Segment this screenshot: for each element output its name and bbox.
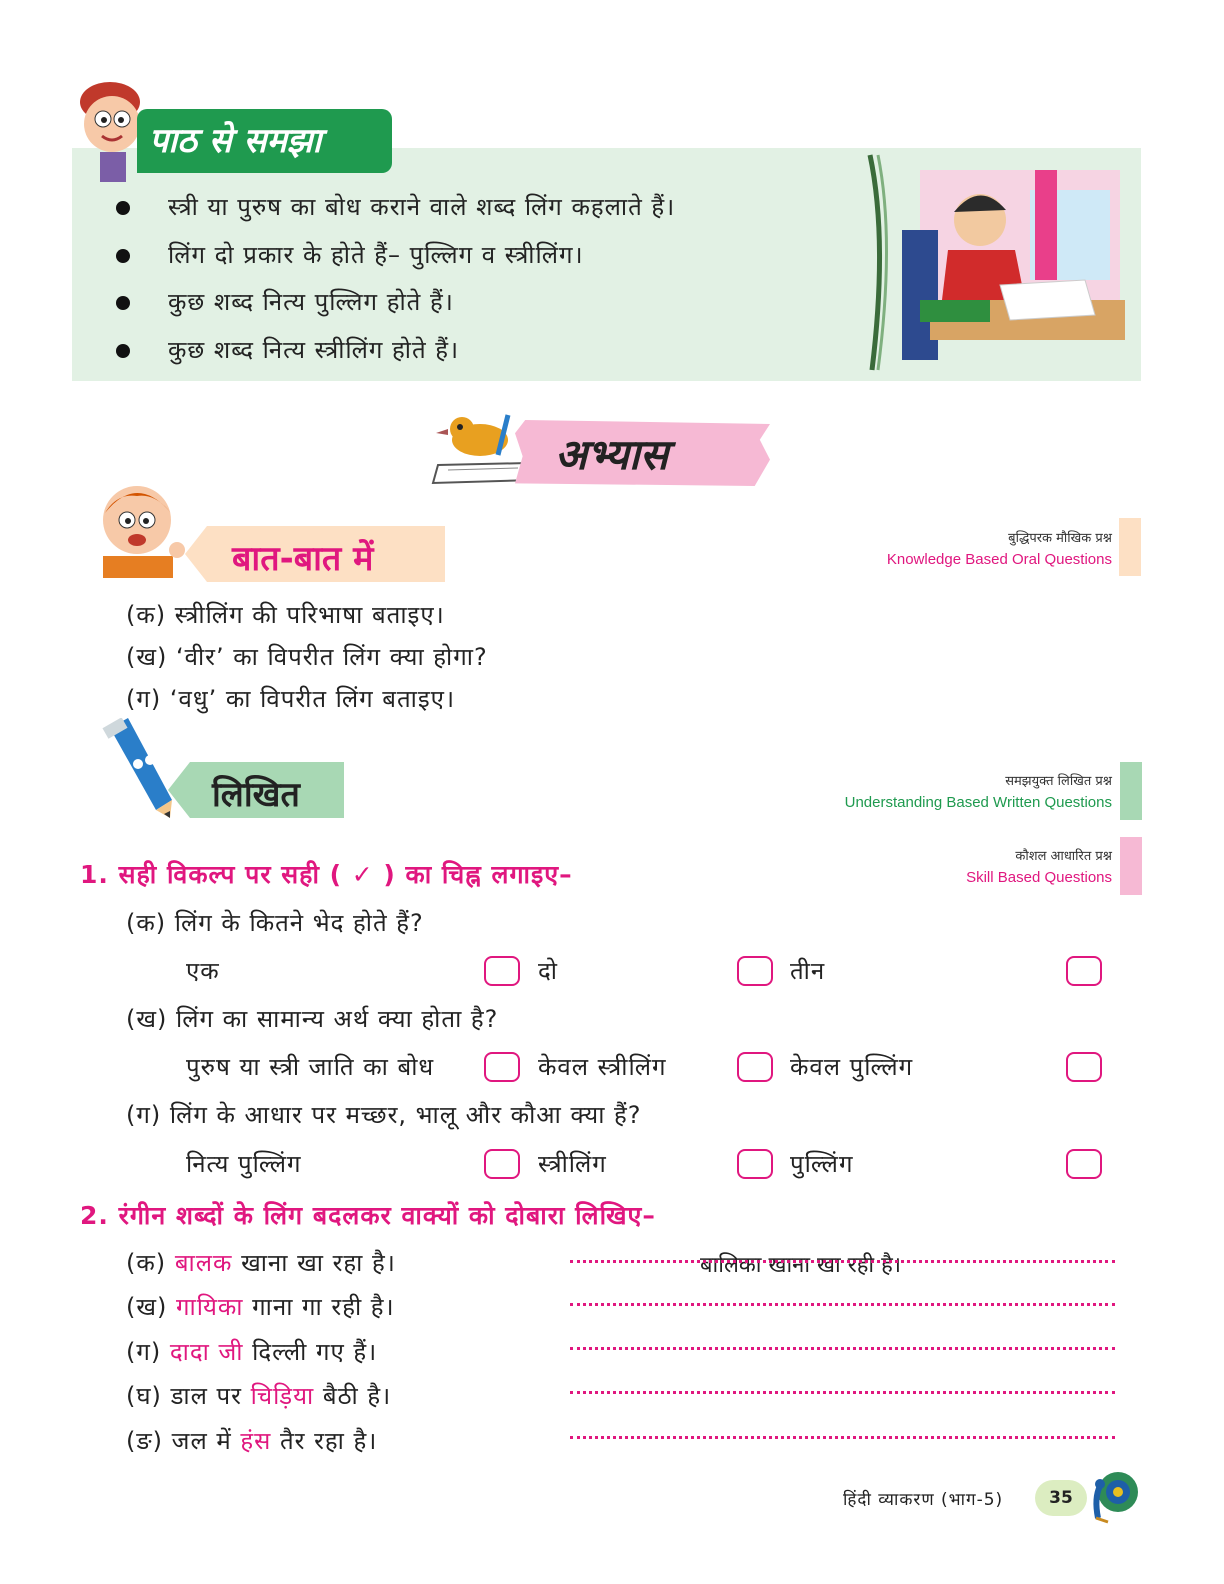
q2-sentence: (ङ) जल में हंस तैर रहा है। <box>126 1427 378 1455</box>
oral-tag-bar <box>1119 518 1141 576</box>
q2-sentence: (ख) गायिका गाना गा रही है। <box>126 1293 395 1321</box>
waving-boy-illustration <box>95 478 190 578</box>
q2-sentence: (घ) डाल पर चिड़िया बैठी है। <box>126 1382 392 1410</box>
q1c-checkbox-2[interactable] <box>737 1149 773 1179</box>
skill-tag-bar <box>1120 837 1142 895</box>
q1a-checkbox-2[interactable] <box>737 956 773 986</box>
written-tag-english: Understanding Based Written Questions <box>844 794 1112 811</box>
bullet-icon <box>116 249 130 263</box>
q2-colored-word: बालक <box>174 1249 233 1277</box>
q2-colored-word: हंस <box>240 1427 272 1455</box>
q1c-option-1: नित्य पुल्लिंग <box>186 1150 302 1178</box>
written-section-title: लिखित <box>212 775 300 815</box>
q2-answer-line[interactable] <box>570 1260 1115 1263</box>
page-number: 35 <box>1035 1480 1087 1516</box>
q1a-checkbox-1[interactable] <box>484 956 520 986</box>
oral-question: (ग) ‘वधु’ का विपरीत लिंग बताइए। <box>126 685 456 713</box>
q1b-option-2: केवल स्त्रीलिंग <box>538 1053 667 1081</box>
q1b-checkbox-2[interactable] <box>737 1052 773 1082</box>
oral-question: (क) स्त्रीलिंग की परिभाषा बताइए। <box>126 601 445 629</box>
q1a-option-2: दो <box>538 957 558 985</box>
pencil-illustration <box>100 718 180 818</box>
written-tag-bar <box>1120 762 1142 820</box>
summary-point: स्त्री या पुरुष का बोध कराने वाले शब्द लिंग कहलाते हैं। <box>116 190 675 223</box>
peacock-icon <box>1080 1468 1140 1526</box>
bullet-icon <box>116 344 130 358</box>
q2-colored-word: चिड़िया <box>250 1382 315 1410</box>
q1c-option-2: स्त्रीलिंग <box>538 1150 607 1178</box>
oral-question: (ख) ‘वीर’ का विपरीत लिंग क्या होगा? <box>126 643 488 671</box>
q1-heading: 1. सही विकल्प पर सही ( ✓ ) का चिह्न लगाइए– <box>80 860 573 889</box>
q2-colored-word: दादा जी <box>169 1338 244 1366</box>
q2-colored-word: गायिका <box>176 1293 244 1321</box>
q1a-option-3: तीन <box>790 957 826 985</box>
q1c-option-3: पुल्लिंग <box>790 1150 854 1178</box>
q1a-option-1: एक <box>186 957 220 985</box>
q2-answer-line[interactable] <box>570 1347 1115 1350</box>
oral-section-title: बात-बात में <box>232 539 374 579</box>
q1b-checkbox-1[interactable] <box>484 1052 520 1082</box>
book-title: हिंदी व्याकरण (भाग-5) <box>843 1490 1004 1510</box>
q1b-option-3: केवल पुल्लिंग <box>790 1053 914 1081</box>
q1c-checkbox-1[interactable] <box>484 1149 520 1179</box>
oral-tag-english: Knowledge Based Oral Questions <box>886 551 1112 568</box>
oral-tag-hindi: बुद्धिपरक मौखिक प्रश्न <box>1008 531 1112 546</box>
q1-question: (क) लिंग के कितने भेद होते हैं? <box>126 909 424 937</box>
written-tag-hindi: समझयुक्त लिखित प्रश्न <box>1005 774 1112 789</box>
q2-sentence: (ग) दादा जी दिल्ली गए हैं। <box>126 1338 378 1366</box>
summary-title: पाठ से समझा <box>137 109 392 173</box>
q1a-checkbox-3[interactable] <box>1066 956 1102 986</box>
q2-answer-line[interactable] <box>570 1391 1115 1394</box>
q1c-checkbox-3[interactable] <box>1066 1149 1102 1179</box>
q2-answer-line[interactable] <box>570 1303 1115 1306</box>
student-writing-illustration <box>850 150 1125 375</box>
q2-sentence: (क) बालक खाना खा रहा है। <box>126 1249 396 1277</box>
summary-point: कुछ शब्द नित्य पुल्लिग होते हैं। <box>116 285 454 318</box>
skill-tag-english: Skill Based Questions <box>966 869 1112 886</box>
skill-tag-hindi: कौशल आधारित प्रश्न <box>1015 849 1112 864</box>
q1-question: (ग) लिंग के आधार पर मच्छर, भालू और कौआ क्या हैं? <box>126 1101 642 1129</box>
q1b-checkbox-3[interactable] <box>1066 1052 1102 1082</box>
summary-point: लिंग दो प्रकार के होते हैं– पुल्लिग व स्त्रीलिंग। <box>116 238 584 271</box>
q2-answer[interactable]: बालिका खाना खा रही है। <box>700 1253 902 1278</box>
q1-question: (ख) लिंग का सामान्य अर्थ क्या होता है? <box>126 1005 499 1033</box>
q2-heading: 2. रंगीन शब्दों के लिंग बदलकर वाक्यों को दोबारा लिखिए– <box>80 1201 656 1230</box>
q2-answer-line[interactable] <box>570 1436 1115 1439</box>
exercise-title: अभ्यास <box>555 430 669 479</box>
q1b-option-1: पुरुष या स्त्री जाति का बोध <box>186 1053 435 1081</box>
bullet-icon <box>116 296 130 310</box>
bullet-icon <box>116 201 130 215</box>
summary-point: कुछ शब्द नित्य स्त्रीलिंग होते हैं। <box>116 333 459 366</box>
